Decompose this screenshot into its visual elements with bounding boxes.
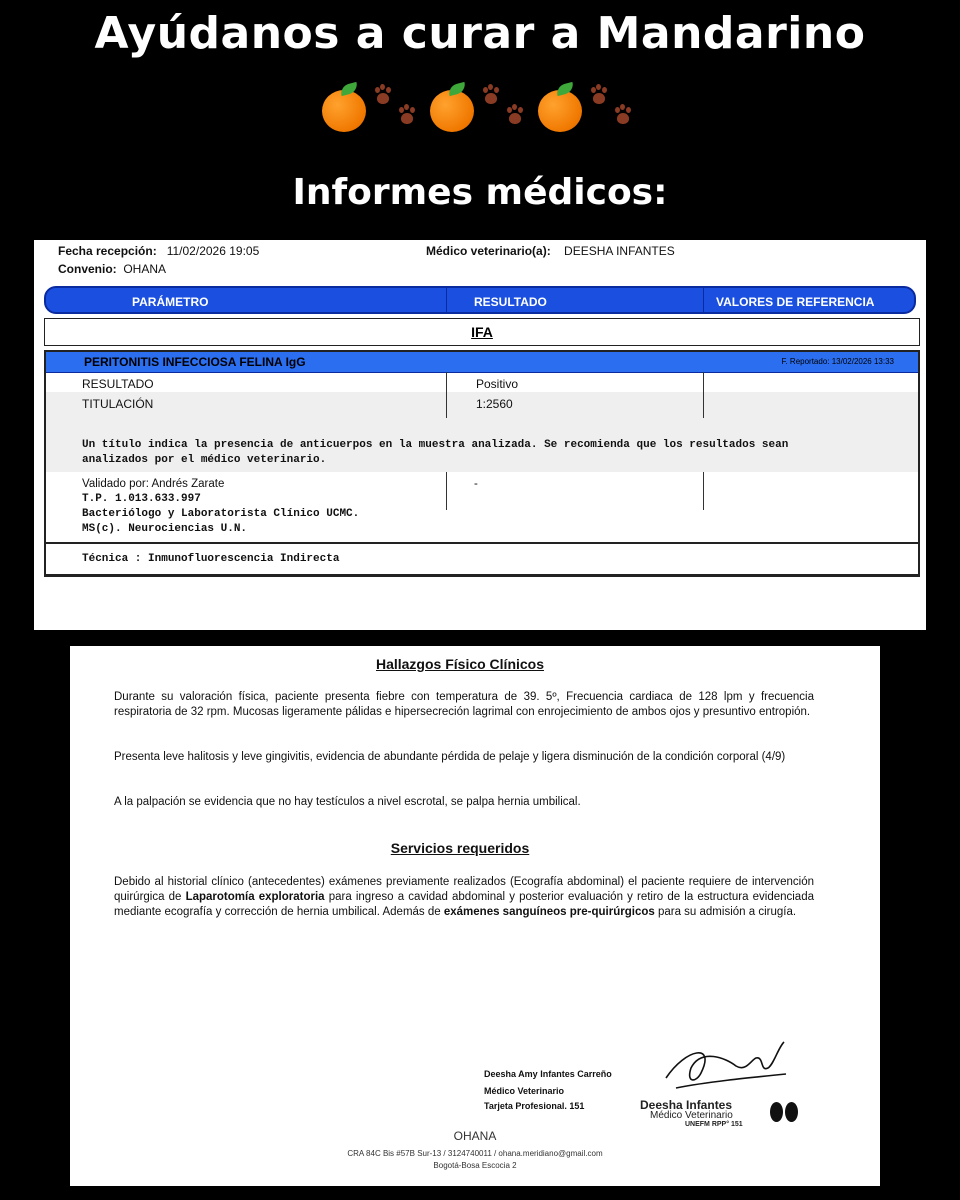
value-cell: Positivo xyxy=(476,377,519,391)
orange-icon xyxy=(428,84,476,132)
test-name: PERITONITIS INFECCIOSA FELINA IgG xyxy=(84,355,306,369)
param-cell: TITULACIÓN xyxy=(82,397,154,411)
heading-hallazgos: Hallazgos Físico Clínicos xyxy=(375,656,545,672)
heading-servicios: Servicios requeridos xyxy=(390,840,530,856)
signer-role: Médico Veterinario xyxy=(484,1086,565,1096)
fecha-recepcion xyxy=(58,244,259,258)
column-header: PARÁMETRO xyxy=(132,295,209,309)
signer-name: Deesha Amy Infantes Carreño xyxy=(484,1069,612,1079)
orange-icon xyxy=(320,84,368,132)
fecha-value: 11/02/2026 19:05 xyxy=(166,244,260,258)
convenio xyxy=(58,262,166,276)
section-subtitle: Informes médicos: xyxy=(292,172,668,213)
medico-value: DEESHA INFANTES xyxy=(564,244,675,258)
param-cell: RESULTADO xyxy=(82,377,154,391)
validator-ms: MS(c). Neurociencias U.N. xyxy=(82,523,248,535)
clinic-city: Bogotá-Bosa Escocia 2 xyxy=(433,1161,517,1170)
page-title: Ayúdanos a curar a Mandarino xyxy=(94,8,866,59)
paw-logo-icon xyxy=(770,1098,800,1124)
fecha-label: Fecha recepción: xyxy=(58,244,157,258)
validated-dash: - xyxy=(474,478,478,490)
signature-icon xyxy=(656,1038,796,1098)
validated-by: Validado por: Andrés Zarate xyxy=(82,478,225,490)
clinic-name: OHANA xyxy=(453,1129,497,1143)
validator-role: Bacteriólogo y Laboratorista Clínico UCMC. xyxy=(82,508,360,520)
stamp-name: Deesha Infantes xyxy=(640,1098,733,1112)
lab-report xyxy=(34,240,926,630)
text-run-bold: exámenes sanguíneos pre-quirúrgicos xyxy=(443,906,655,918)
paragraph-servicios xyxy=(114,875,814,920)
stamp-role: Médico Veterinario xyxy=(650,1110,733,1121)
column-header: VALORES DE REFERENCIA xyxy=(716,295,875,309)
test-header xyxy=(46,352,918,373)
technique: Técnica : Inmunofluorescencia Indirecta xyxy=(82,553,340,565)
emoji-row xyxy=(0,84,960,132)
text-run: Debido al historial clínico (antecedentes) exámenes previamente realizados (Ecografía abdominal) el paciente requiere de intervención quirúrgica de xyxy=(114,876,814,903)
orange-icon xyxy=(536,84,584,132)
paws-icon xyxy=(480,84,532,132)
stamp-id: UNEFM RPP° 151 xyxy=(685,1121,743,1128)
technique-box xyxy=(44,542,920,576)
clinic-address: CRA 84C Bis #57B Sur-13 / 3124740011 / ohana.meridiano@gmail.com xyxy=(347,1149,603,1158)
value-cell: 1:2560 xyxy=(476,397,513,411)
column-header-bar xyxy=(44,286,916,314)
medico-veterinario xyxy=(426,244,675,258)
result-note: Un título indica la presencia de anticuerpos en la muestra analizada. Se recomienda que los resultados sean analizados por el médico veterinario. xyxy=(82,439,789,466)
paragraph: Durante su valoración física, paciente presenta fiebre con temperatura de 39. 5º, Frecuencia cardiaca de 128 lpm y frecuencia respiratoria de 32 rpm. Mucosas ligeramente pálidas e hipersecreción lagrimal con enrojecimiento de ambos ojos y presuntivo entropión. xyxy=(114,691,814,718)
convenio-label: Convenio: xyxy=(58,262,117,276)
column-header: RESULTADO xyxy=(474,295,547,309)
text-run: para ingreso a cavidad abdominal y posterior evaluación y retiro de la estructura evidenciada mediante ecografía y corrección de hernia umbilical. Además de xyxy=(114,891,814,918)
tp-number: T.P. 1.013.633.997 xyxy=(82,493,201,505)
text-run: para su admisión a cirugía. xyxy=(654,906,797,918)
text-run-bold: Laparotomía exploratoria xyxy=(185,891,325,903)
section-ifa: IFA xyxy=(44,318,920,346)
paws-icon xyxy=(372,84,424,132)
paws-icon xyxy=(588,84,640,132)
convenio-value: OHANA xyxy=(123,262,167,276)
clinical-report xyxy=(70,646,880,1186)
signer-card: Tarjeta Profesional. 151 xyxy=(484,1101,585,1111)
paragraph: Presenta leve halitosis y leve gingivitis, evidencia de abundante pérdida de pelaje y ligera disminución de la condición corporal (4/9) xyxy=(114,751,786,763)
reported-date: F. Reportado: 13/02/2026 13:33 xyxy=(781,357,894,366)
medico-label: Médico veterinario(a): xyxy=(426,244,551,258)
paragraph: A la palpación se evidencia que no hay testículos a nivel escrotal, se palpa hernia umbilical. xyxy=(114,796,581,808)
